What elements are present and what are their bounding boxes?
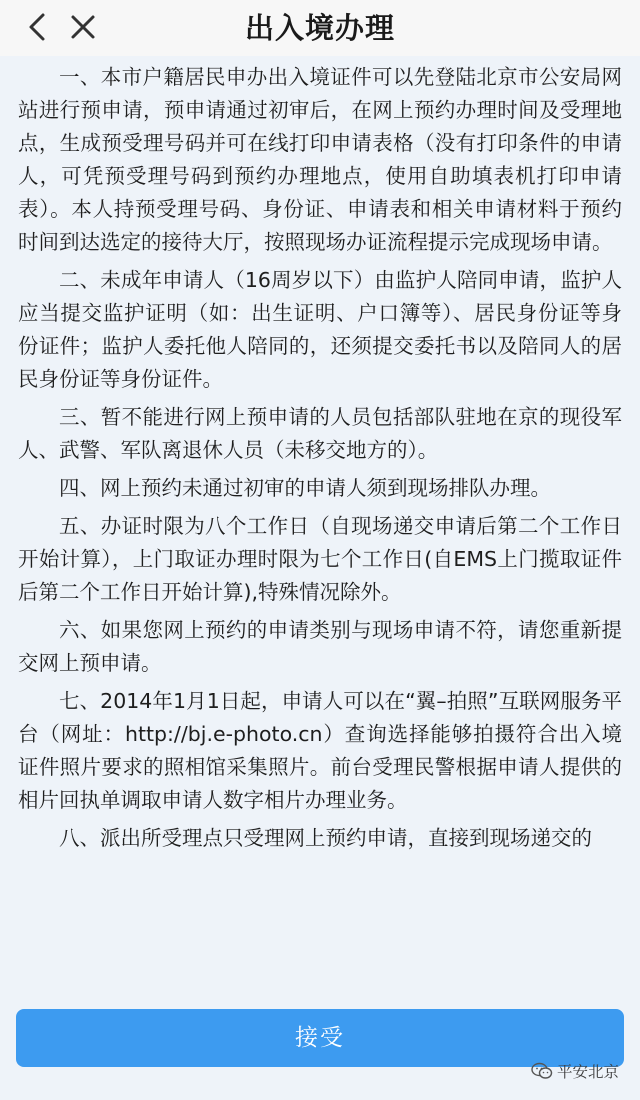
page-title: 出入境办理 <box>244 11 395 45</box>
paragraph-3: 三、暂不能进行网上预申请的人员包括部队驻地在京的现役军人、武警、军队离退休人员（未移交地方的）。 <box>18 405 622 462</box>
paragraph-6: 六、如果您网上预约的申请类别与现场申请不符，请您重新提交网上预申请。 <box>18 618 622 675</box>
paragraph-1: 一、本市户籍居民申办出入境证件可以先登陆北京市公安局网站进行预申请，预申请通过初审后，在网上预约办理时间及受理地点，生成预受理号码并可在线打印申请表格（没有打印条件的申请人，可凭预受理号码到预约办理地点，使用自助填表机打印申请表）。本人持预受理号码、身份证、申请表和相关申请材料于预约时间到达选定的接待大厅，按照现场办证流程提示完成现场申请。 <box>18 65 622 254</box>
paragraph-5: 五、办证时限为八个工作日（自现场递交申请后第二个工作日开始计算），上门取证办理时限为七个工作日(自EMS上门揽取证件后第二个工作日开始计算),特殊情况除外。 <box>18 514 622 604</box>
paragraph-4: 四、网上预约未通过初审的申请人须到现场排队办理。 <box>59 476 551 500</box>
paragraph-2: 二、未成年申请人（16周岁以下）由监护人陪同申请，监护人应当提交监护证明（如：出生证明、户口簿等）、居民身份证等身份证件；监护人委托他人陪同的，还须提交委托书以及陪同人的居民身份证等身份证件。 <box>18 268 622 391</box>
accept-button[interactable]: 接受 <box>16 1009 624 1067</box>
top-navigation-bar <box>0 0 640 57</box>
watermark-label: 平安北京 <box>557 1063 620 1081</box>
wechat-icon <box>531 1062 553 1080</box>
terms-content-scroll-area[interactable] <box>0 56 640 984</box>
paragraph-7: 七、2014年1月1日起，申请人可以在“翼–拍照”互联网服务平台（网址：http://bj.e-photo.cn）查询选择能够拍摄符合出入境证件照片要求的照相馆采集照片。前台受理民警根据申请人提供的相片回执单调取申请人数字相片办理业务。 <box>18 689 622 812</box>
paragraph-8: 八、派出所受理点只受理网上预约申请，直接到现场递交的 <box>59 826 592 850</box>
watermark <box>531 1058 619 1084</box>
